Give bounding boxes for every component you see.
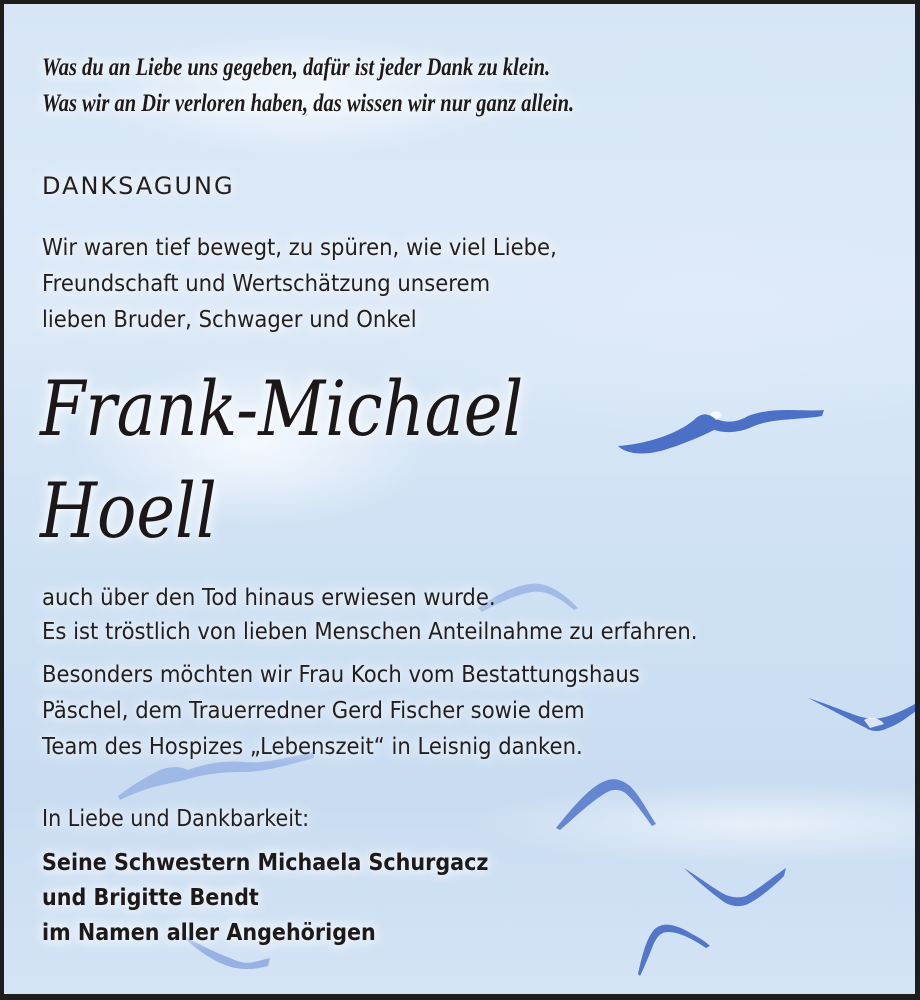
deceased-name [40,358,523,562]
notice-heading: DANKSAGUNG [42,172,235,200]
body-line: auch über den Tod hinaus erwiesen wurde. [42,585,496,611]
intro-line: lieben Bruder, Schwager und Onkel [42,307,417,333]
intro-line: Freundschaft und Wertschätzung unserem [42,271,491,297]
last-name: Hoell [40,466,217,555]
verse-line: Was du an Liebe uns gegeben, dafür ist jeder Dank zu klein. [42,54,551,81]
intro-text [42,230,557,338]
memorial-verse [42,50,574,122]
seagull-icon [804,694,915,739]
thanks-line: Päschel, dem Trauerredner Gerd Fischer sowie dem [42,698,585,724]
signer-line: und Brigitte Bendt [42,885,259,911]
closing-phrase: In Liebe und Dankbarkeit: [42,806,310,832]
seagull-icon [614,400,834,460]
intro-line: Wir waren tief bewegt, zu spüren, wie viel Liebe, [42,235,557,261]
first-name: Frank-Michael [40,364,524,453]
seagull-icon [552,772,662,832]
thanks-line: Team des Hospizes „Lebenszeit“ in Leisnig danken. [42,734,583,760]
signer-line: im Namen aller Angehörigen [42,920,376,946]
signer-line: Seine Schwestern Michaela Schurgacz [42,850,489,876]
body-line: Es ist tröstlich von lieben Menschen Anteilnahme zu erfahren. [42,619,698,645]
seagull-icon [632,898,712,978]
body-text [42,581,698,649]
thanks-line: Besonders möchten wir Frau Koch vom Bestattungshaus [42,662,640,688]
special-thanks [42,657,640,765]
verse-line: Was wir an Dir verloren haben, das wissen wir nur ganz allein. [42,90,575,117]
death-notice [4,4,915,994]
signers [42,846,488,951]
